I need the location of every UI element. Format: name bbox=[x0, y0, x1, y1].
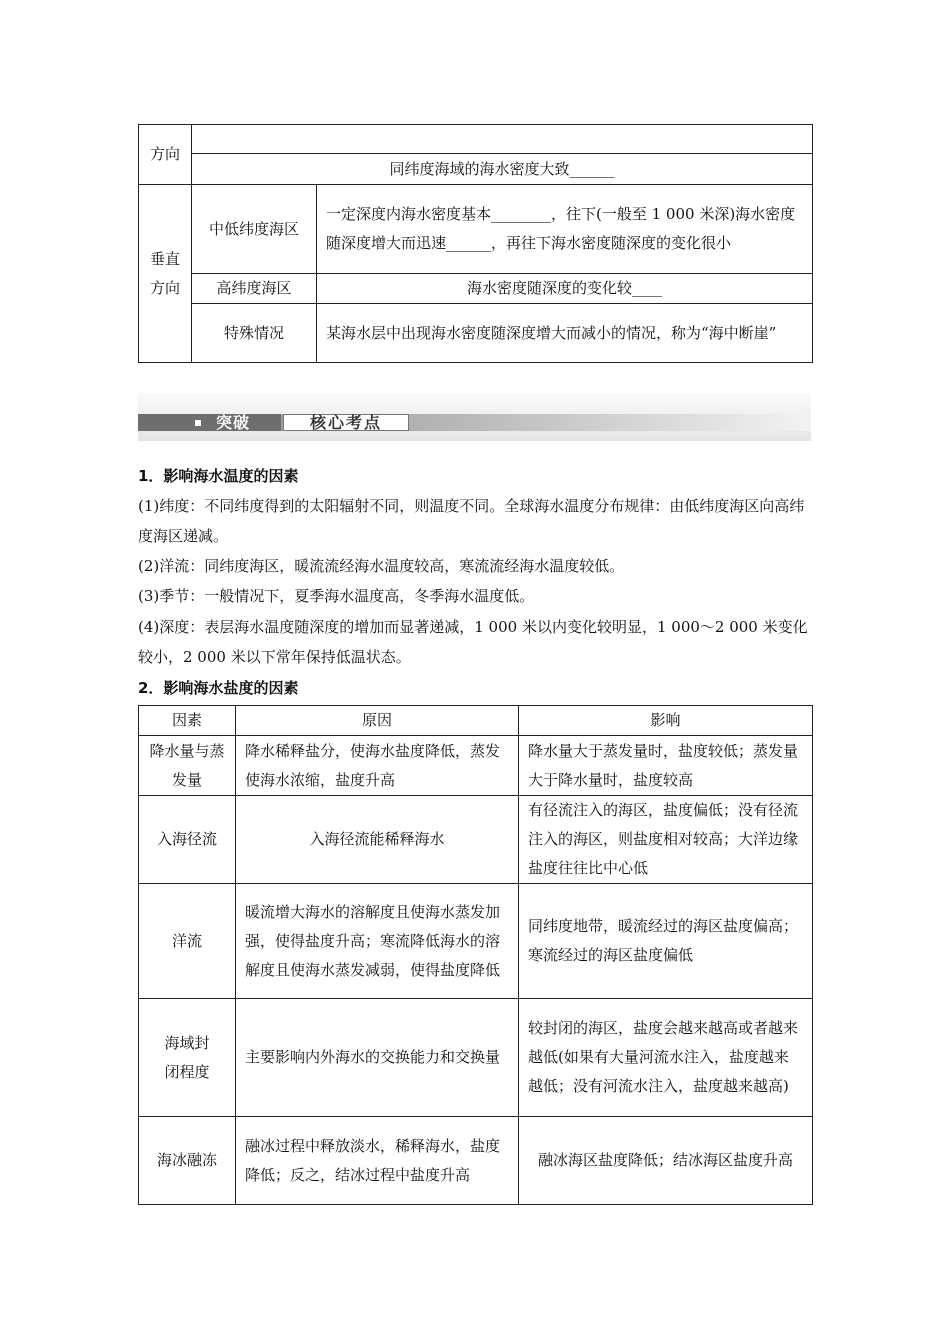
special-case-text: 某海水层中出现海水密度随深度增大而减小的情况，称为“海中断崖” bbox=[317, 304, 813, 363]
section2-heading: 2．影响海水盐度的因素 bbox=[138, 679, 299, 697]
section1-paragraph-depth: (4)深度：表层海水温度随深度的增加而显著递减，1 000 米以内变化较明显，1 000～2 000 米变化较小，2 000 米以下常年保持低温状态。 bbox=[138, 618, 808, 666]
effect-cell: 同纬度地带，暖流经过的海区盐度偏高；寒流经过的海区盐度偏低 bbox=[519, 884, 813, 999]
effect-cell: 融冰海区盐度降低；结冰海区盐度升高 bbox=[519, 1117, 813, 1205]
mid-low-latitude-label: 中低纬度海区 bbox=[192, 185, 317, 274]
direction-label: 方向 bbox=[139, 125, 192, 185]
cause-cell: 降水稀释盐分，使海水盐度降低，蒸发使海水浓缩，盐度升高 bbox=[236, 736, 519, 796]
salinity-table bbox=[138, 705, 813, 1205]
table-row bbox=[139, 1117, 813, 1205]
header-effect: 影响 bbox=[519, 706, 813, 736]
cause-cell: 暖流增大海水的溶解度且使海水蒸发加强，使得盐度升高；寒流降低海水的溶解度且使海水蒸发减弱，使得盐度降低 bbox=[236, 884, 519, 999]
table-row bbox=[139, 999, 813, 1117]
banner-tag-breakthrough: 突破 bbox=[138, 414, 281, 431]
factor-cell: 海域封闭程度 bbox=[139, 999, 236, 1117]
section1-paragraph-season: (3)季节：一般情况下，夏季海水温度高，冬季海水温度低。 bbox=[138, 587, 535, 605]
section-banner bbox=[138, 393, 811, 441]
same-latitude-text: 同纬度海域的海水密度大致______ bbox=[192, 154, 813, 185]
factor-cell: 海冰融冻 bbox=[139, 1117, 236, 1205]
special-case-label: 特殊情况 bbox=[192, 304, 317, 363]
factor-cell: 降水量与蒸发量 bbox=[139, 736, 236, 796]
cause-cell: 入海径流能稀释海水 bbox=[236, 796, 519, 884]
effect-cell: 降水量大于蒸发量时，盐度较低；蒸发量大于降水量时，盐度较高 bbox=[519, 736, 813, 796]
section1-heading: 1．影响海水温度的因素 bbox=[138, 467, 299, 485]
high-latitude-text: 海水密度随深度的变化较____ bbox=[317, 274, 813, 304]
cause-cell: 融冰过程中释放淡水，稀释海水，盐度降低；反之，结冰过程中盐度升高 bbox=[236, 1117, 519, 1205]
header-factor: 因素 bbox=[139, 706, 236, 736]
cause-cell: 主要影响内外海水的交换能力和交换量 bbox=[236, 999, 519, 1117]
section1-paragraph-latitude: (1)纬度：不同纬度得到的太阳辐射不同，则温度不同。全球海水温度分布规律：由低纬度海区向高纬度海区递减。 bbox=[138, 497, 805, 545]
density-table bbox=[138, 124, 813, 363]
factor-cell: 入海径流 bbox=[139, 796, 236, 884]
banner-tag-core-points: 核心考点 bbox=[283, 414, 409, 431]
blank-cell bbox=[192, 125, 813, 154]
factor-cell: 洋流 bbox=[139, 884, 236, 999]
effect-cell: 有径流注入的海区，盐度偏低；没有径流注入的海区，则盐度相对较高；大洋边缘盐度往往比中心低 bbox=[519, 796, 813, 884]
effect-cell: 较封闭的海区，盐度会越来越高或者越来越低(如果有大量河流水注入，盐度越来越低；没有河流水注入，盐度越来越高) bbox=[519, 999, 813, 1117]
table-row bbox=[139, 884, 813, 999]
vertical-direction-label: 垂直方向 bbox=[139, 185, 192, 363]
high-latitude-label: 高纬度海区 bbox=[192, 274, 317, 304]
section1-paragraph-current: (2)洋流：同纬度海区，暖流流经海水温度较高，寒流流经海水温度较低。 bbox=[138, 557, 625, 575]
table-row bbox=[139, 736, 813, 796]
table-row bbox=[139, 796, 813, 884]
mid-low-latitude-text: 一定深度内海水密度基本________，往下(一般至 1 000 米深)海水密度随深度增大而迅速______，再往下海水密度随深度的变化很小 bbox=[317, 185, 813, 274]
square-bullet-icon bbox=[195, 420, 201, 426]
header-cause: 原因 bbox=[236, 706, 519, 736]
